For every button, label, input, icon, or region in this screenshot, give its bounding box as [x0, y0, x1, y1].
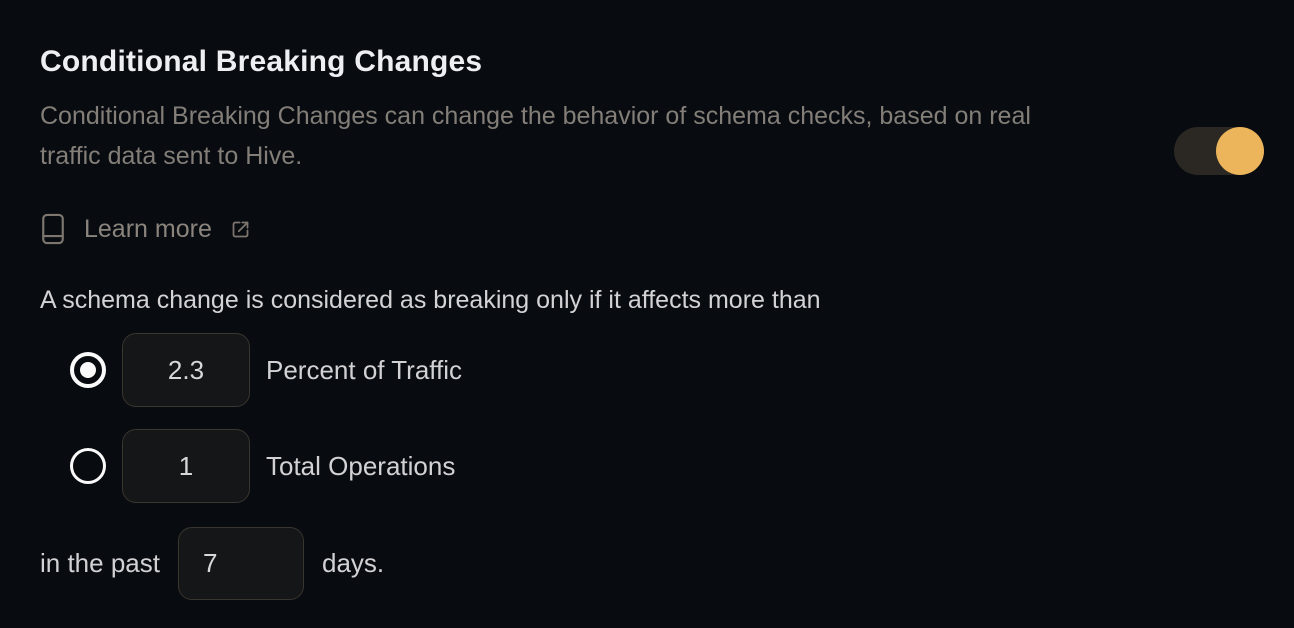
percent-of-traffic-label: Percent of Traffic	[266, 354, 463, 385]
section-description-line1: Conditional Breaking Changes can change the behavior of schema checks, based on real	[40, 102, 1031, 130]
threshold-intro-text: A schema change is considered as breaking only if it affects more than	[40, 286, 821, 314]
total-operations-radio[interactable]	[70, 448, 106, 484]
toggle-knob	[1216, 127, 1264, 175]
total-operations-option-row	[40, 429, 1254, 503]
book-icon	[40, 212, 66, 246]
period-days-input[interactable]	[178, 527, 304, 600]
total-operations-input[interactable]	[122, 429, 250, 503]
period-row	[40, 527, 1254, 600]
external-link-icon	[230, 219, 251, 240]
total-operations-label: Total Operations	[266, 450, 456, 481]
period-prefix-text: in the past	[40, 548, 160, 578]
learn-more-label: Learn more	[84, 214, 212, 243]
percent-of-traffic-radio[interactable]	[70, 352, 106, 388]
percent-of-traffic-input[interactable]	[122, 333, 250, 407]
radio-dot	[80, 362, 96, 378]
period-suffix-text: days.	[321, 548, 385, 578]
percent-of-traffic-option-row	[40, 333, 1254, 407]
feature-toggle[interactable]	[1174, 127, 1264, 175]
section-description	[40, 96, 1140, 176]
section-title: Conditional Breaking Changes	[40, 45, 483, 78]
section-description-line2: traffic data sent to Hive.	[40, 142, 303, 170]
learn-more-link[interactable]	[40, 212, 251, 246]
